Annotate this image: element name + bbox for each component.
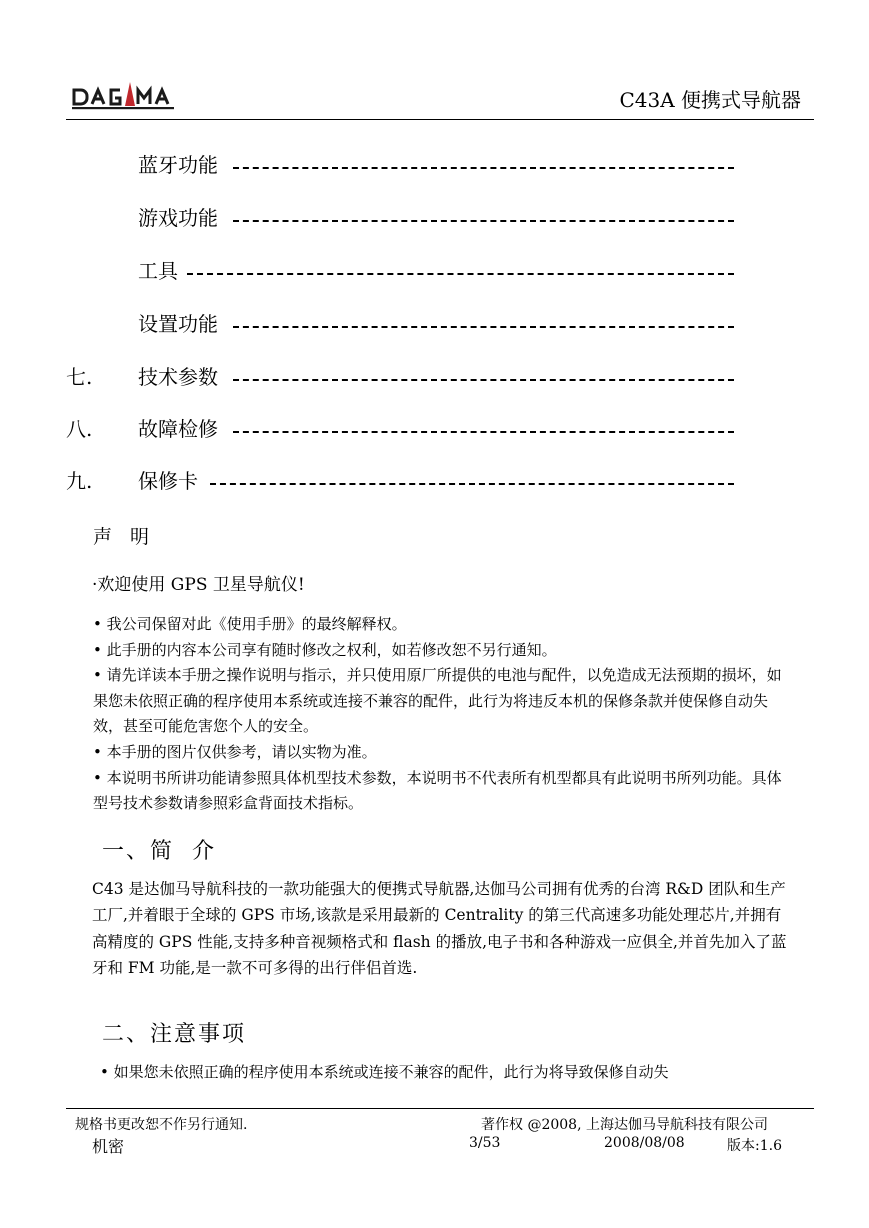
toc-number: 八.	[66, 417, 93, 441]
intro-heading: 一、简 介	[102, 839, 216, 864]
note-item: • 本手册的图片仅供参考，请以实物为准。	[93, 742, 377, 761]
caution-heading: 二、注意事项	[102, 1022, 247, 1047]
footer-page-number: 3/53	[469, 1135, 501, 1151]
note-item: • 请先详读本手册之操作说明与指示，并只使用原厂所提供的电池与配件，以免造成无法预期的损坏，如果您未依照正确的程序使用本系统或连接不兼容的配件，此行为将违反本机的保修条款并使保修自动失效，甚至可能危害您个人的安全。	[93, 666, 782, 736]
toc-entry-warranty-card	[0, 466, 869, 496]
note-item: • 本说明书所讲功能请参照具体机型技术参数，本说明书不代表所有机型都具有此说明书所列功能。具体型号技术参数请参照彩盒背面技术指标。	[93, 768, 782, 813]
footer-notice: 规格书更改恕不作另行通知.	[75, 1117, 248, 1133]
footer-date: 2008/08/08	[604, 1135, 685, 1151]
toc-entry-specs	[0, 362, 869, 392]
toc-entry-games	[0, 203, 869, 233]
toc-entry-tools	[0, 256, 869, 286]
footer-copyright: 著作权 @2008, 上海达伽马导航科技有限公司	[481, 1117, 768, 1133]
welcome-line: ·欢迎使用 GPS 卫星导航仪!	[92, 575, 305, 595]
toc-entry-label: 游戏功能	[138, 206, 218, 230]
toc-entry-label: 技术参数	[138, 365, 218, 389]
document-title: C43A 便携式导航器	[619, 88, 801, 112]
caution-item: • 如果您未依照正确的程序使用本系统或连接不兼容的配件，此行为将导致保修自动失	[100, 1063, 669, 1081]
intro-body	[92, 876, 792, 981]
toc-leader	[233, 379, 734, 381]
toc-entry-label: 蓝牙功能	[138, 153, 218, 177]
dagama-logo	[70, 82, 182, 112]
toc-entry-label: 设置功能	[138, 312, 218, 336]
toc-leader	[233, 220, 734, 222]
toc-entry-label: 工具	[138, 259, 178, 283]
footer-version: 版本:1.6	[727, 1138, 782, 1154]
toc-leader	[233, 167, 734, 169]
header-rule	[66, 119, 814, 120]
intro-paragraph: C43 是达伽马导航科技的一款功能强大的便携式导航器,达伽马公司拥有优秀的台湾 R&D 团队和生产工厂,并着眼于全球的 GPS 市场,该款是采用最新的 Centrality 的第三代高速多功能处理芯片,并拥有高精度的 GPS 性能,支持多种音视频格式和 flash 的播放,电子书和各种游戏一应俱全,并首先加入了蓝牙和 FM 功能,是一款不可多得的出行伴侣首选.	[92, 880, 787, 977]
toc-entry-bluetooth	[0, 150, 869, 180]
toc-number: 七.	[66, 365, 93, 389]
declaration-notes	[93, 612, 793, 817]
toc-leader	[233, 431, 734, 433]
toc-entry-label: 故障检修	[138, 417, 218, 441]
toc-leader	[187, 273, 734, 275]
note-item: • 我公司保留对此《使用手册》的最终解释权。	[93, 615, 407, 633]
toc-number: 九.	[66, 469, 93, 493]
toc-entry-label: 保修卡	[138, 469, 198, 493]
toc-entry-settings	[0, 309, 869, 339]
footer-confidential: 机密	[92, 1137, 125, 1156]
toc-leader	[233, 326, 734, 328]
toc-leader	[210, 483, 734, 485]
toc-entry-troubleshooting	[0, 414, 869, 444]
footer-rule	[66, 1108, 814, 1109]
declaration-title: 声明	[93, 526, 168, 548]
note-item: • 此手册的内容本公司享有随时修改之权利，如若修改恕不另行通知。	[93, 640, 557, 659]
